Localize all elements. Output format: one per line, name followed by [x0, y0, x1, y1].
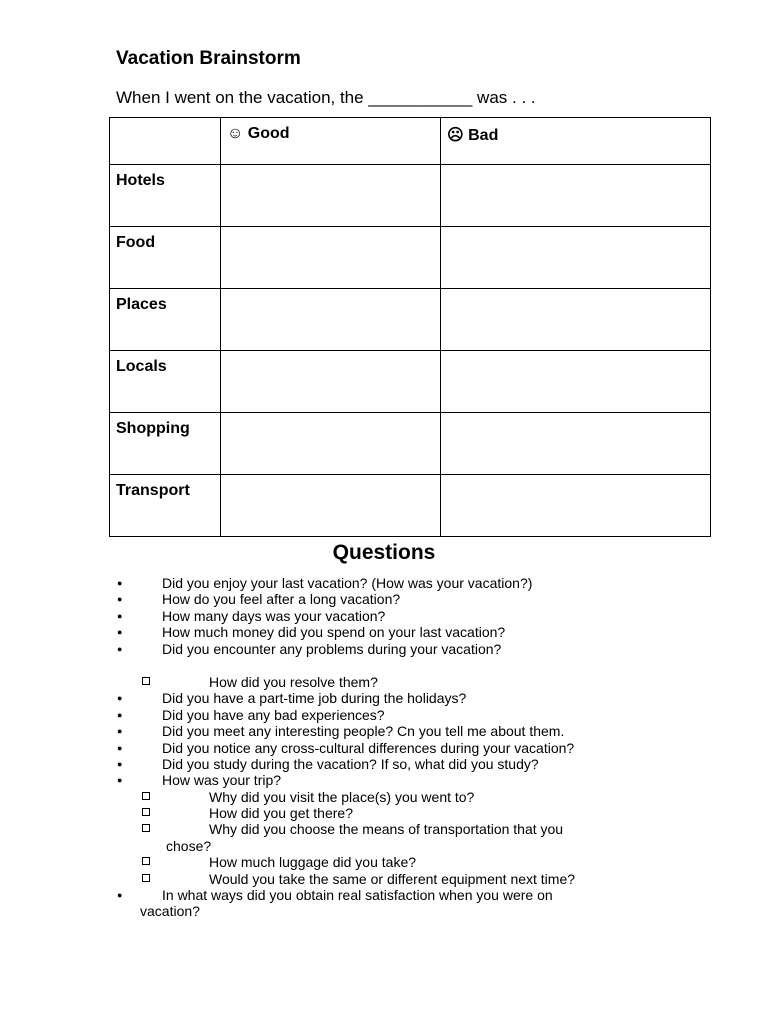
list-item — [0, 772, 768, 788]
list-item — [0, 690, 768, 706]
bullet-icon: ● — [117, 709, 123, 720]
question-text: Did you have any bad experiences? — [162, 706, 385, 723]
page-subtitle: When I went on the vacation, the ___________ was . . . — [116, 88, 536, 107]
table-row — [110, 165, 711, 227]
bullet-icon: ● — [117, 890, 123, 901]
cell-transport-bad[interactable] — [441, 475, 711, 537]
list-item — [0, 591, 768, 607]
table-row — [110, 227, 711, 289]
question-text: In what ways did you obtain real satisfaction when you were on — [162, 887, 553, 904]
bullet-icon: ● — [117, 643, 123, 654]
cell-hotels-good[interactable] — [221, 165, 441, 227]
question-text: How much luggage did you take? — [209, 854, 417, 871]
cell-food-bad[interactable] — [441, 227, 711, 289]
list-spacer — [0, 657, 768, 674]
row-label-hotels: Hotels — [110, 165, 221, 227]
row-label-food: Food — [110, 227, 221, 289]
list-item — [0, 789, 768, 805]
cell-shopping-bad[interactable] — [441, 413, 711, 475]
questions-heading — [0, 541, 768, 565]
question-text: Did you enjoy your last vacation? (How was your vacation?) — [162, 575, 533, 591]
row-label-places: Places — [110, 289, 221, 351]
list-item — [0, 624, 768, 640]
question-text: How do you feel after a long vacation? — [162, 591, 401, 608]
bullet-icon: ● — [117, 578, 123, 588]
bullet-icon: ● — [117, 742, 123, 753]
list-item — [0, 871, 768, 887]
cell-shopping-good[interactable] — [221, 413, 441, 475]
list-item — [0, 707, 768, 723]
list-item — [0, 641, 768, 657]
question-text: Would you take the same or different equipment next time? — [209, 870, 576, 887]
bullet-icon: ● — [117, 758, 123, 769]
table-corner-cell — [110, 118, 221, 165]
cell-locals-good[interactable] — [221, 351, 441, 413]
question-text: Did you meet any interesting people? Cn you tell me about them. — [162, 723, 565, 740]
cell-places-good[interactable] — [221, 289, 441, 351]
square-bullet-icon — [142, 872, 150, 888]
square-bullet-icon — [142, 806, 150, 822]
bullet-icon: ● — [117, 775, 123, 786]
list-item — [0, 608, 768, 624]
row-label-transport: Transport — [110, 475, 221, 537]
bullet-icon: ● — [117, 610, 123, 621]
question-text: Did you encounter any problems during your vacation? — [162, 640, 502, 657]
list-item-continuation — [0, 903, 768, 919]
table-row — [110, 351, 711, 413]
bullet-icon: ● — [117, 627, 123, 638]
column-header-good: ☺ Good — [221, 118, 441, 165]
list-item — [0, 887, 768, 903]
question-text: How was your trip? — [162, 772, 282, 789]
square-bullet-icon — [142, 675, 150, 691]
list-item — [0, 740, 768, 756]
question-text: Did you study during the vacation? If so, what did you study? — [162, 755, 539, 772]
row-label-locals: Locals — [110, 351, 221, 413]
list-item — [0, 805, 768, 821]
question-text: Why did you choose the means of transportation that you — [209, 821, 564, 838]
question-text: Why did you visit the place(s) you went to? — [209, 788, 475, 805]
cell-food-good[interactable] — [221, 227, 441, 289]
list-item — [0, 674, 768, 690]
list-item — [0, 821, 768, 837]
question-text: vacation? — [140, 903, 200, 920]
question-text: chose? — [166, 837, 212, 854]
question-text: How did you get there? — [209, 805, 353, 822]
cell-places-bad[interactable] — [441, 289, 711, 351]
question-text: Did you notice any cross-cultural differences during your vacation? — [162, 739, 575, 756]
bullet-icon: ● — [117, 693, 123, 704]
question-text: How much money did you spend on your last vacation? — [162, 624, 506, 641]
table-header-row — [110, 118, 711, 165]
questions-list — [0, 575, 768, 920]
question-text: How many days was your vacation? — [162, 607, 386, 624]
list-item — [0, 575, 768, 591]
row-label-shopping: Shopping — [110, 413, 221, 475]
question-text: How did you resolve them? — [209, 673, 378, 690]
questions-heading-text: Questions — [332, 541, 436, 564]
table-row — [110, 413, 711, 475]
brainstorm-table — [109, 117, 711, 537]
cell-locals-bad[interactable] — [441, 351, 711, 413]
bullet-icon: ● — [117, 594, 123, 605]
table-row — [110, 289, 711, 351]
bullet-icon: ● — [117, 726, 123, 737]
square-bullet-icon — [142, 822, 150, 838]
column-header-bad: ☹ Bad — [441, 118, 711, 165]
list-item — [0, 723, 768, 739]
table-row — [110, 475, 711, 537]
list-item-continuation — [0, 838, 768, 854]
list-item — [0, 756, 768, 772]
page-title: Vacation Brainstorm — [116, 48, 301, 69]
list-item — [0, 854, 768, 870]
cell-transport-good[interactable] — [221, 475, 441, 537]
cell-hotels-bad[interactable] — [441, 165, 711, 227]
question-text: Did you have a part-time job during the holidays? — [162, 690, 467, 707]
square-bullet-icon — [142, 855, 150, 871]
square-bullet-icon — [142, 790, 150, 806]
